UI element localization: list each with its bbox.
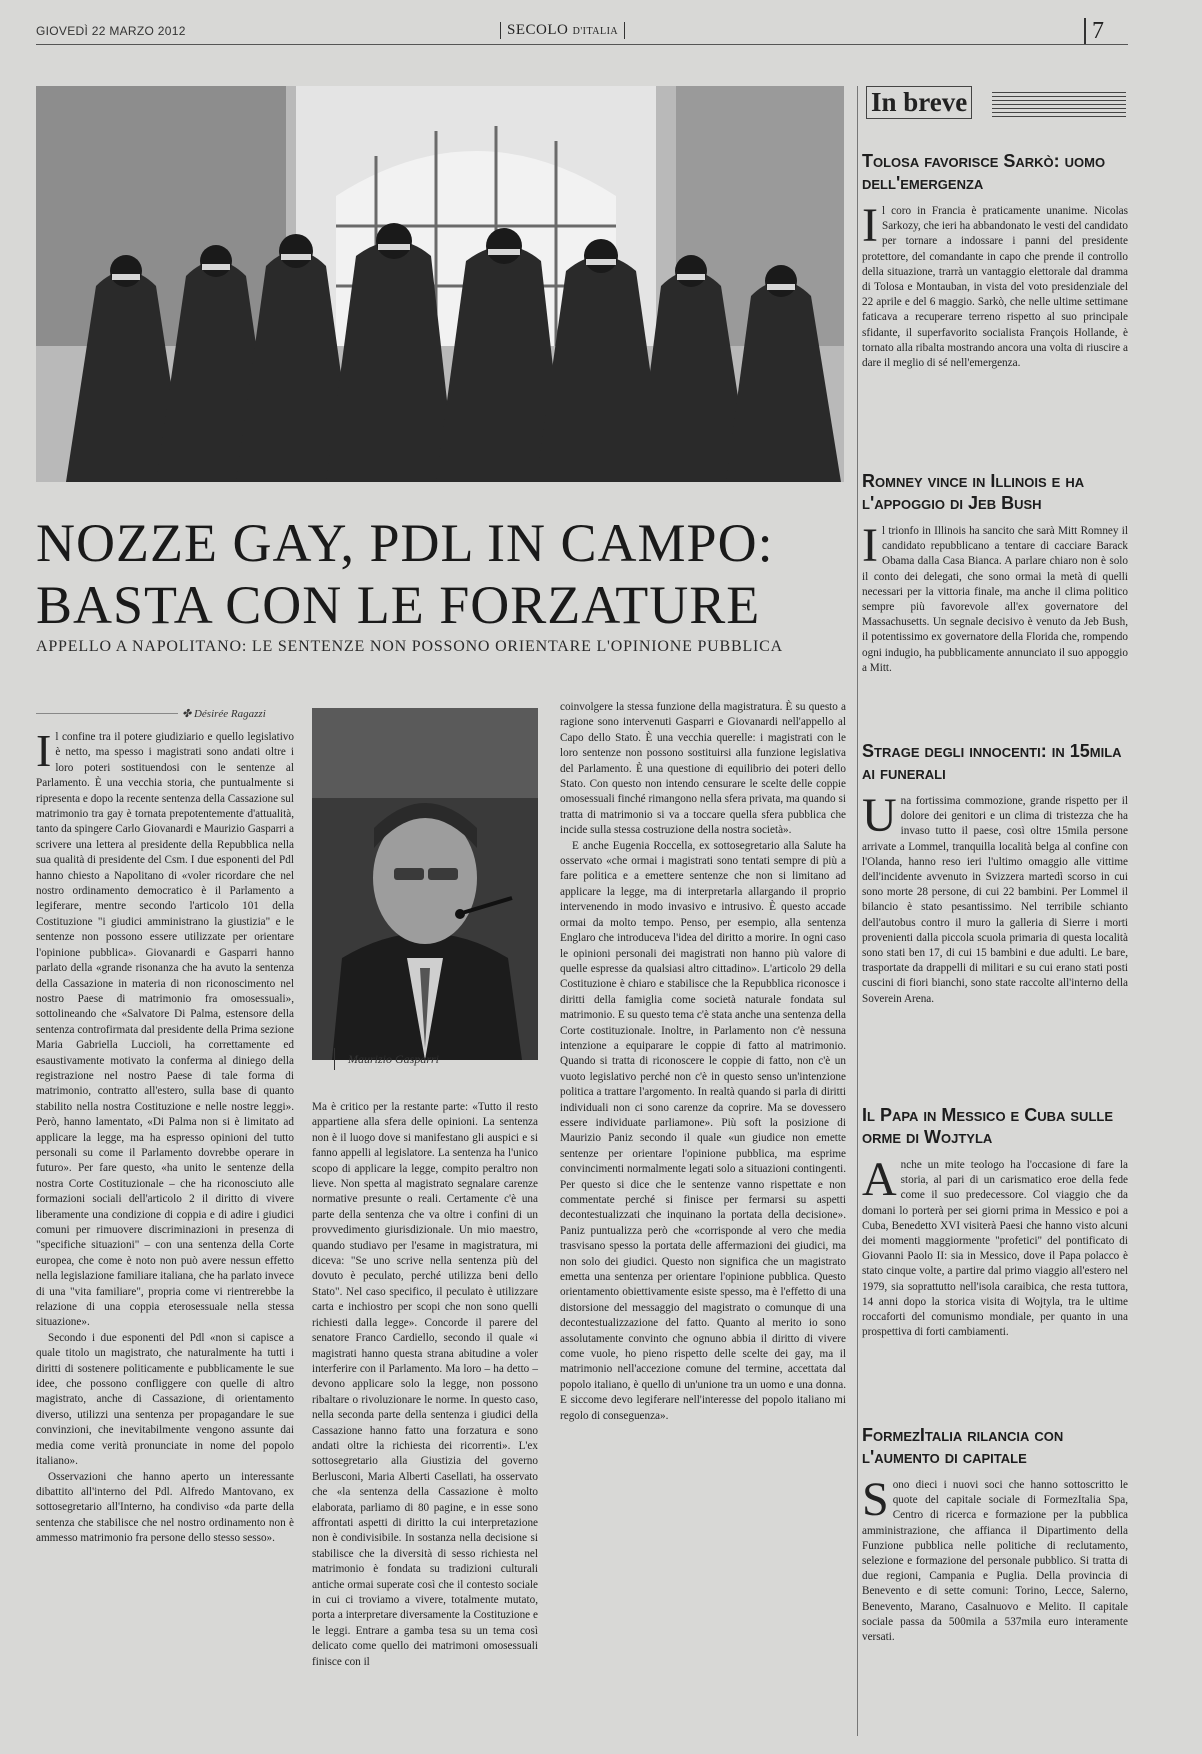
- header-rule: [36, 44, 1128, 45]
- photo-caption: Maurizio Gasparri: [348, 1052, 440, 1066]
- newspaper-name: [500, 22, 625, 39]
- byline: ✤ Désirée Ragazzi: [178, 707, 266, 720]
- article-paragraph: Secondo i due esponenti del Pdl «non si capisce a quale titolo un magistrato, che naturalmente ha tutti i diritti di sostenere politicamente e pubblicamente le sue idee, che possono confliggere con quelle di altro magistrato, anche di Cassazione, di orientamento diverso, utilizzi una sentenza per propagandare le sue convinzioni, che inevitabilmente vengono assunte dai media come verità pronunciate in nome del popolo italiano».: [36, 1331, 294, 1468]
- brief-text: Il coro in Francia è praticamente unanime. Nicolas Sarkozy, che ieri ha abbandonato le vesti del candidato per tornare a indossare i panni del presidente protettore, del comandante in capo che prende il controllo della situazione, trarrà un vantaggio elettorale dal dramma di Tolosa e Montauban, in vista del voto presidenziale del 22 aprile e del 6 maggio. Sarkò, che nelle ultime settimane faticava a recuperare terreno rispetto al suo principale sfidante, il superfavorito socialista François Hollande, è tornato alla ribalta mostrando ancora una volta di riuscire a dare il meglio di sé nell'emergenza.: [862, 204, 1128, 370]
- article-paragraph: l confine tra il potere giudiziario e quello legislativo è netto, ma spesso i magistrati sono andati oltre i loro poteri sostituendosi con le sentenze al Parlamento. È una vecchia storia, che puntualmente si ripresenta e dopo la recente sentenza della Cassazione sul matrimonio tra gay è tornata prepotentemente d'attualità, tanto da spingere Carlo Giovanardi e Maurizio Gasparri a scrivere una lettera al presidente della Repubblica nella sua qualità di presidente del Csm. I due esponenti del Pdl hanno chiesto a Napolitano di «voler ricordare che nel nostro ordinamento democratico è il Parlamento a legiferare, mentre secondo l'articolo 101 della Costituzione "i giudici amministrano la giustizia" e le sentenze non possono essere utilizzate per orientare l'opinione pubblica». Giovanardi e Gasparri hanno parlato della «grande risonanza che ha avuto la sentenza della Cassazione in materia di non riconoscimento nel nostro Paese di matrimonio fra omosessuali», sottolineando che «Salvatore Di Palma, estensore della sentenza controfirmata dal presidente della Prima sezione Maria Gabriella Luccioli, ha correttamente ed esaustivamente motivato la conferma al diniego della registrazione nel nostro Paese di tale forma di matrimonio, contratto all'estero, sulla base di quanto stabilito nella nostra Costituzione e nelle nostre leggi». Però, hanno lamentato, «Di Palma non si è limitato ad applicare la legge, ma ha espresso opinioni del tutto personali su come il Parlamento dovrebbe operare in futuro». Per fare questo, «ha unito le sentenze della nostra Corte Costituzionale – che ha riconosciuto alle formazioni sociali dell'articolo 2 il diritto di vivere liberamente una condizione di coppia e di adire i giudici comuni per rimuovere discriminazioni in presenza di "specifiche situazioni" – con una sentenza della Corte europea, che come è noto non può avere nessun effetto nella legislazione familiare italiana, che ha parlato invece di una "vita familiare", propria come vi rientrerebbe la relazione di una coppia eterosessuale nella stessa situazione».: [36, 731, 294, 1329]
- headline-line-1: NOZZE GAY, PDL IN CAMPO:: [36, 513, 774, 573]
- article-subheadline: APPELLO A NAPOLITANO: LE SENTENZE NON POSSONO ORIENTARE L'OPINIONE PUBBLICA: [36, 638, 783, 655]
- brief-item: [862, 150, 1128, 440]
- brief-text: Anche un mite teologo ha l'occasione di fare la storia, al pari di un carismatico eroe della fede come il suo predecessore. Col viaggio che da domani lo porterà per sei giorni prima in Messico e poi a Cuba, Benedetto XVI visiterà Paesi che hanno visto alcuni dei momenti maggiormente "profetici" del pontificato di Giovanni Paolo II: sia in Messico, dove il Papa polacco è stato cinque volte, a partire dal primo viaggio all'estero nel 1979, sia soprattutto nell'isola caraibica, che resta tuttora, 14 anni dopo la storica visita di Wojtyla, tra le ultime roccaforti del comunismo mondiale, per quanto in una prospettiva di forti cambiamenti.: [862, 1158, 1128, 1339]
- article-headline: [36, 512, 844, 636]
- brief-title: FormezItalia rilancia con l'aumento di capitale: [862, 1425, 1064, 1467]
- issue-date: GIOVEDÌ 22 MARZO 2012: [36, 24, 186, 38]
- caption-rule: [334, 1048, 335, 1070]
- headline-line-2: BASTA CON LE FORZATURE: [36, 575, 761, 635]
- dropcap: I: [862, 204, 878, 252]
- brief-item: [862, 1104, 1128, 1414]
- dropcap: I: [862, 524, 878, 572]
- dropcap: S: [862, 1478, 889, 1526]
- article-column-1: [36, 730, 294, 1740]
- brief-title: Il Papa in Messico e Cuba sulle orme di Wojtyla: [862, 1105, 1114, 1147]
- brief-item: [862, 740, 1128, 1104]
- brief-item: [862, 1424, 1128, 1722]
- brief-text: Una fortissima commozione, grande rispetto per il dolore dei genitori e un clima di tristezza che ha invaso tutto il paese, così oltre 15mila persone arrivate a Lommel, tranquilla località belga al confine con l'Olanda, hanno reso ieri l'ultimo omaggio alle vittime dell'incidente avvenuto in Svizzera martedì scorso in cui sono morte 28 persone, di cui 22 bambini. Per Lommel il bilancio è stato pesantissimo. Nel terribile schianto dell'autobus contro il muro la galleria di Sierre i morti provenienti dalla piccola scuola primaria di questa località sono stati ben 17, di cui 15 bambini e due adulti. Le bare, trasportate da drappelli di militari e su cui erano stati posti cuscini di fiori bianchi, sono state raccolte all'interno della Soverein Arena.: [862, 794, 1128, 1005]
- brief-title: Strage degli innocenti: in 15mila ai funerali: [862, 741, 1122, 783]
- header-rules-decoration: [992, 92, 1126, 118]
- article-column-3: [560, 700, 846, 1740]
- dropcap: A: [862, 1158, 897, 1206]
- brief-text: Il trionfo in Illinois ha sancito che sarà Mitt Romney il candidato repubblicano a tentare di cacciare Barack Obama dalla Casa Bianca. A parlare chiaro non è solo il conto dei delegati, che sono ormai la metà di quelli necessari per la vittoria finale, ma anche il clima politico sempre più favorevole all'ex governatore del Massachusetts. Un segnale decisivo è venuto da Jeb Bush, il potentissimo ex governatore della Florida che, rompendo ogni indugio, ha pubblicamente annunciato il suo appoggio a Mitt.: [862, 524, 1128, 674]
- article-paragraph: E anche Eugenia Roccella, ex sottosegretario alla Salute ha osservato «che ormai i magistrati sono tentati sempre di più a fare politica e a emettere sentenze che non si limitano ad applicare la legge, ma di interpretarla allargando il proprio intervenendo in modo invasivo e intrusivo. È questo accade ormai da molto tempo. Penso, per esempio, alla sentenza Englaro che introduceva l'idea del diritto a morire. In ogni caso le opinioni personali dei magistrati non hanno più valore di quelle espresse da qualsiasi altro cittadino». L'articolo 29 della Costituzione è chiaro e stabilisce che la Repubblica riconosce i diritti della famiglia come società naturale fondata sul matrimonio. E su questo tema c'è stata anche una sentenza della Corte costituzionale. Inoltre, in Parlamento non c'è nessuna intenzione a equiparare le coppie di fatto al matrimonio. Quando si tratta di riconoscere le coppie di fatto, non c'è un vuoto legislativo perché non c'è in questo senso un'intenzione politica a trattare l'argomento. In realtà quando si parla di diritti individuali non ci sono carenze da coprire. Ma se dovessero essere individuate parliamone». Più soft la posizione di Maurizio Paniz secondo il quale «un giudice non emette sentenze per orientare l'opinione pubblica, ma esprime convincimenti normalmente legati solo a situazioni contingenti. Per questo si dice che le sentenze vanno rispettate e non commentate perché si finisce per fermarsi su aspetti decontestualizzati che inquinano la portata della decisione». Paniz puntualizza però che «corrisponde al vero che media trasvisano spesso la portata delle affermazioni dei giudici, ma non solo dei giudici. Questo non significa che un magistrato emetta una sentenza per orientare l'opinione pubblica. Questo orientamento obiettivamente esiste spesso, ma è l'effetto di una distorsione del messaggio del magistrato o comunque di una decontestualizzazione del fatto. Quanto al merito io sono assolutamente convinto che ognuno abbia il diritto di vivere come vuole, ho pieno rispetto delle scelte dei gay, ma il matrimonio nell'accezione comune del termine, accettata dal popolo italiano, è quello di un'unione tra un uomo e una donna. E siccome devo legiferare nell'interesse del popolo italiano mi regolo di conseguenza».: [560, 839, 846, 1422]
- in-breve-header: [862, 86, 1128, 122]
- brief-text: Sono dieci i nuovi soci che hanno sottoscritto le quote del capitale sociale di FormezItalia Spa, Centro di ricerca e formazione per la pubblica amministrazione, che affianca il Dipartimento della Funzione pubblica nelle politiche di reclutamento, selezione e formazione del personale pubblico. Si tratta di due regioni, Campania e Puglia. Della provincia di Benevento e di sette comuni: Torino, Lecce, Salerno, Benevento, Marano, Casalnuovo e Melito. Il capitale sociale passa da 500mila a 537mila euro interamente versati.: [862, 1478, 1128, 1644]
- dropcap: U: [862, 794, 897, 842]
- brief-title: Tolosa favorisce Sarkò: uomo dell'emergenza: [862, 151, 1106, 193]
- dropcap: I: [36, 730, 52, 776]
- brief-title: Romney vince in Illinois e ha l'appoggio di Jeb Bush: [862, 471, 1085, 513]
- in-breve-label: In breve: [866, 86, 972, 119]
- sidebar-divider: [857, 86, 858, 1736]
- gasparri-photo: [312, 708, 538, 1060]
- article-paragraph: Osservazioni che hanno aperto un interessante dibattito all'interno del Pdl. Alfredo Mantovano, ex sottosegretario all'Interno, ha condiviso «da parte della sentenza che stabilisce che nel nostro ordinamento non è ammesso matrimonio fra persone dello stesso sesso».: [36, 1470, 294, 1545]
- article-column-2: [312, 1100, 538, 1740]
- article-paragraph: coinvolgere la stessa funzione della magistratura. È su questo a ragione sono intervenuti Gasparri e Giovanardi nell'appello al Capo dello Stato. È una vecchia querelle: i magistrati con le loro sentenze non possono sostituirsi alla funzione legislativa del Parlamento. È una questione di equilibrio dei poteri dello Stato. Con questo non intendo censurare le scelte delle coppie omosessuali finché rimangono nella sfera privata, ma quando si tratta di matrimonio si va a toccare quella sfera pubblica che incide sulla stessa costruzione della nostra società».: [560, 701, 846, 837]
- magistrates-photo: [36, 86, 844, 482]
- newspaper-name-main: SECOLO: [507, 22, 569, 38]
- newspaper-name-small: D'ITALIA: [572, 26, 619, 37]
- article-paragraph: Ma è critico per la restante parte: «Tutto il resto appartiene alla sfera delle opinioni. La sentenza non è il luogo dove si manifestano gli auspici e si fanno appelli al legislatore. La sentenza ha l'unico scopo di applicare la legge, compito peraltro non lieve. Non spetta al magistrato segnalare carenze normative presunte o reali. Certamente c'è una parte della sentenza che va oltre i confini di un provvedimento giurisdizionale. Un mio maestro, quando studiavo per l'esame in magistratura, mi diceva: "Se uno scrive nella sentenza più del dovuto è peculato, perché utilizza beni dello Stato". Nel caso specifico, il peculato è utilizzare carta e inchiostro per scopi che non sono quelli richiesti dalla legge». Concorde il parere del senatore Franco Cardiello, secondo il quale «i magistrati hanno questa strana abitudine a voler interferire con il Parlamento. Ma loro – ha detto – devono applicare solo la legge, non possono ribaltare o rivoluzionare le norme. In questo caso, nella seconda parte della sentenza i giudici della Cassazione hanno fatto una forzatura e sono andati oltre la richiesta dei ricorrenti». L'ex sottosegretario alla Giustizia del governo Berlusconi, Maria Alberti Casellati, ha osservato che «la sentenza della Cassazione è molto elaborata, parliamo di 80 pagine, e in esse sono affrontati aspetti di diritto la cui interpretazione non è condivisibile. In sostanza nella decisione si stabilisce che la diversità di sesso richiesta nel matrimonio è fondata su tradizioni culturali antiche ormai superate così che il contesto sociale in cui ci troviamo a vivere, totalmente mutato, porta a interpretare diversamente la Costituzione e le leggi. Entrare a gamba tesa su un tema così delicato come quello dei matrimoni omosessuali finisce con il: [312, 1101, 538, 1668]
- page-number: 7: [1084, 18, 1104, 44]
- brief-item: [862, 470, 1128, 724]
